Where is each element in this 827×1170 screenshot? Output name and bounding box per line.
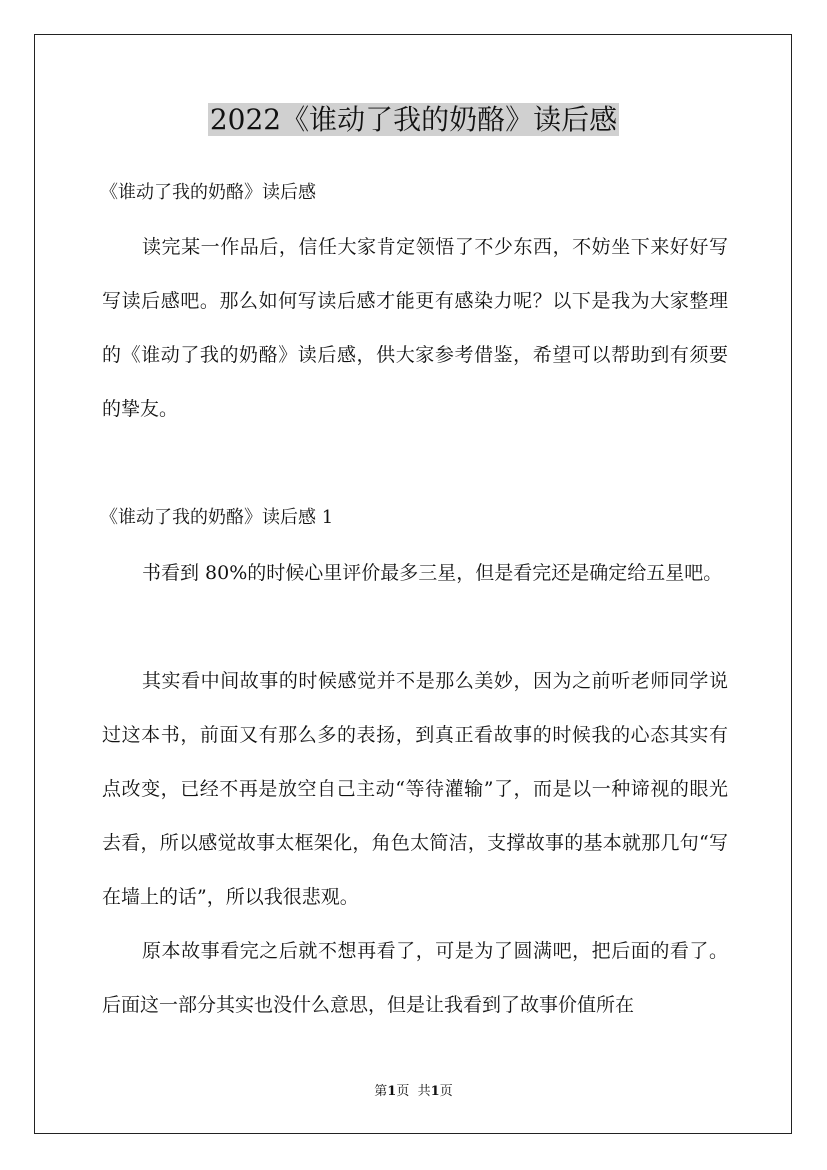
- title-text: 2022《谁动了我的奶酪》读后感: [209, 103, 618, 136]
- document-title: [0, 100, 827, 140]
- body-paragraph-1: 书看到 80%的时候心里评价最多三星，但是看完还是确定给五星吧。: [142, 562, 723, 584]
- footer-page-suffix: 页: [396, 1084, 410, 1099]
- section-heading: 《谁动了我的奶酪》读后感 1: [100, 507, 334, 528]
- body-paragraph-3: 原本故事看完之后就不想再看了，可是为了圆满吧，把后面的看了。后面这一部分其实也没什么意思，但是让我看到了故事价值所在: [102, 940, 728, 1016]
- footer-page-prefix: 第: [374, 1084, 388, 1099]
- document-subtitle: 《谁动了我的奶酪》读后感: [100, 182, 316, 203]
- intro-paragraph: 读完某一作品后，信任大家肯定领悟了不少东西，不妨坐下来好好写写读后感吧。那么如何写读后感才能更有感染力呢？以下是我为大家整理的《谁动了我的奶酪》读后感，供大家参考借鉴，希望可以帮助到有须要的挚友。: [102, 236, 728, 420]
- footer-total-prefix: 共: [417, 1084, 431, 1099]
- footer-page-number: 1: [387, 1084, 397, 1099]
- page-footer: [0, 1084, 827, 1100]
- footer-total-number: 1: [430, 1084, 440, 1099]
- body-paragraph-2: 其实看中间故事的时候感觉并不是那么美妙，因为之前听老师同学说过这本书，前面又有那么多的表扬，到真正看故事的时候我的心态其实有点改变，已经不再是放空自己主动“等待灌输”了，而是以一种谛视的眼光去看，所以感觉故事太框架化，角色太简洁，支撑故事的基本就那几句“写在墙上的话”，所以我很悲观。: [102, 670, 728, 908]
- footer-total-suffix: 页: [439, 1084, 453, 1099]
